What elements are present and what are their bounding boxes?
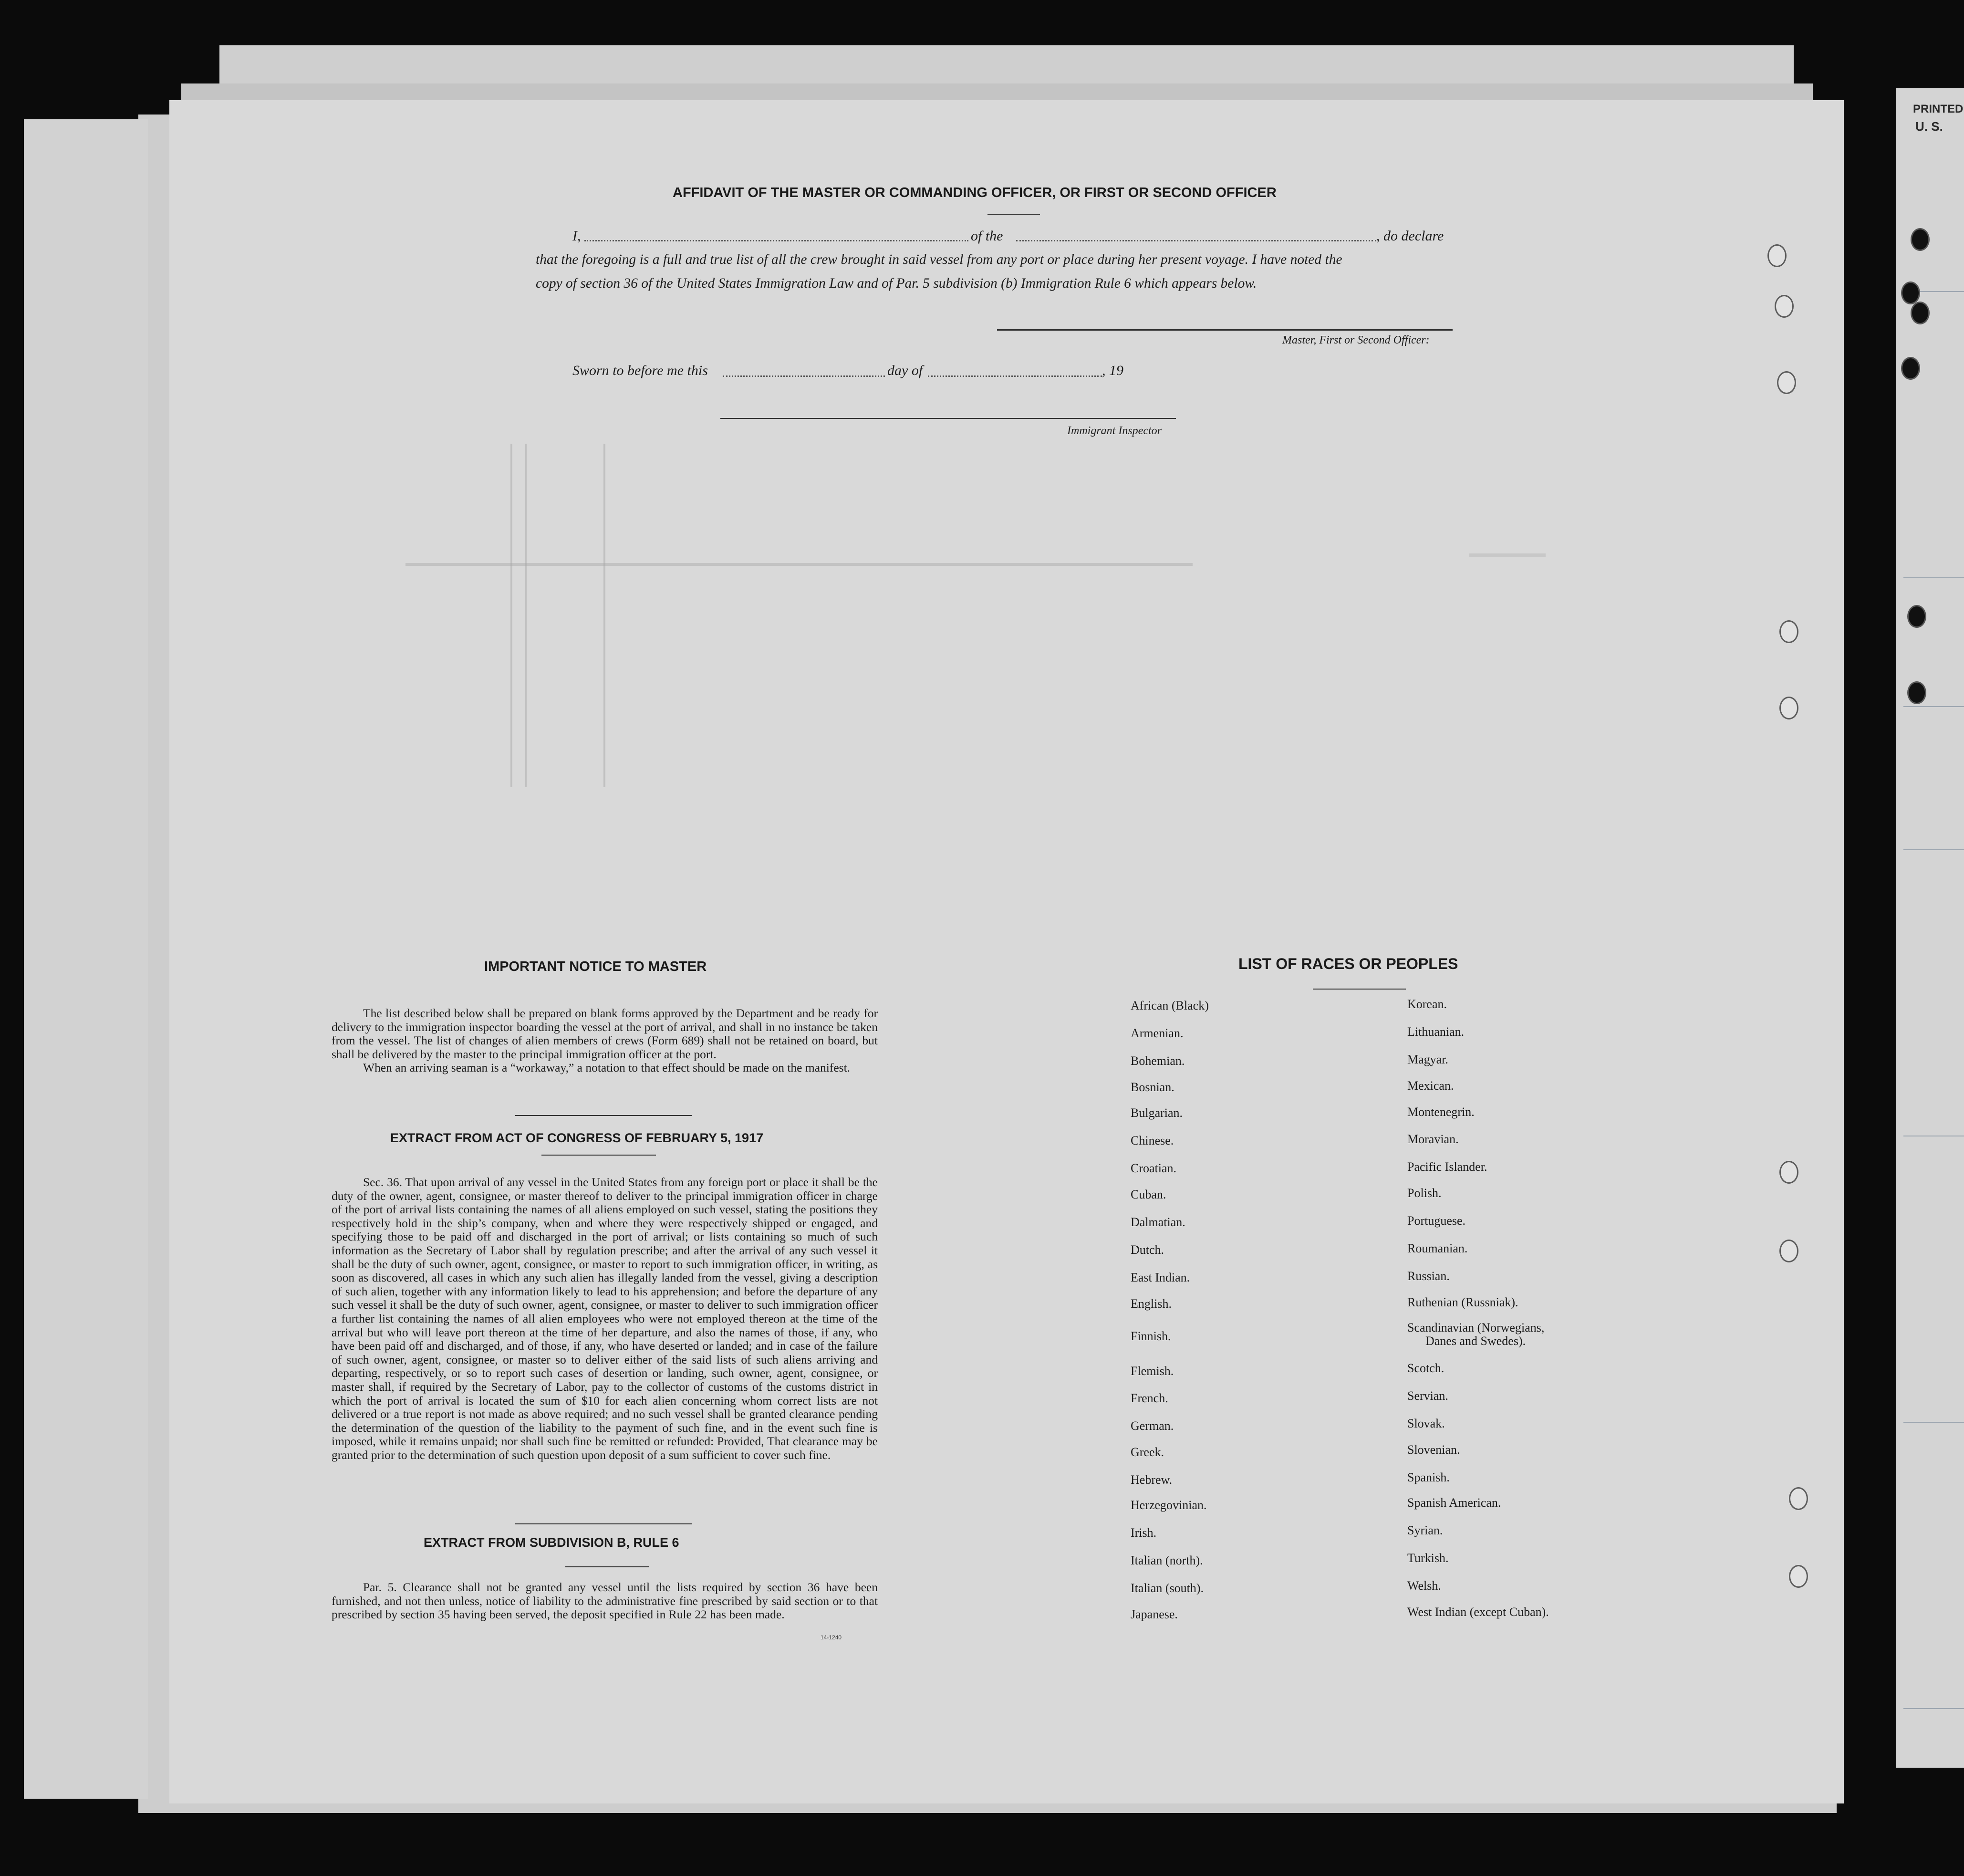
punch-hole (1779, 620, 1798, 643)
race-item: Roumanian. (1407, 1241, 1468, 1255)
punch-hole (1777, 371, 1796, 394)
punch-hole-dark (1907, 605, 1926, 628)
affidavit-of-the-label: of the (971, 228, 1003, 244)
ruled-line (1903, 849, 1964, 850)
race-item: Polish. (1407, 1186, 1442, 1200)
race-item: Dutch. (1131, 1243, 1164, 1257)
race-item: Montenegrin. (1407, 1105, 1475, 1119)
race-item: Korean. (1407, 997, 1447, 1011)
race-item: Bohemian. (1131, 1054, 1185, 1068)
punch-hole (1779, 1161, 1798, 1184)
show-through-mark (525, 444, 527, 787)
race-item: Magyar. (1407, 1053, 1448, 1066)
race-item: Scotch. (1407, 1361, 1444, 1375)
race-item: Finnish. (1131, 1329, 1171, 1343)
show-through-mark (603, 444, 605, 787)
race-item: Moravian. (1407, 1132, 1459, 1146)
margin-us-tag: U. S. (1915, 119, 1943, 134)
notice-text (332, 1007, 878, 1075)
race-item: Japanese. (1131, 1607, 1178, 1621)
race-item: Slovenian. (1407, 1443, 1460, 1457)
race-item: Mexican. (1407, 1079, 1454, 1093)
race-item: Croatian. (1131, 1161, 1177, 1175)
sworn-day-of: day of (887, 363, 923, 378)
ruled-line (1903, 706, 1964, 707)
show-through-mark (405, 563, 1193, 566)
race-item: Slovak. (1407, 1417, 1445, 1430)
notice-paragraph: The list described below shall be prepared on blank forms approved by the Department and be ready for delivery to the immigration inspector boarding the vessel at the port of arrival, and shall in no instance be taken from the vessel. The list of changes of alien members of crews (Form 689) shall not be retained on board, but shall be delivered by the master to the principal immigration officer at the port. (332, 1006, 878, 1061)
affidavit-i-label: I, (572, 228, 581, 244)
vessel-blank (1016, 240, 1376, 241)
race-item: Pacific Islander. (1407, 1160, 1487, 1174)
extract-rule-paragraph: Par. 5. Clearance shall not be granted any vessel until the lists required by section 36 have been furnished, and not then unless, notice of liability to the administrative fine prescribed by said section or to that prescribed by section 35 having been served, the deposit specified in Rule 22 has been made. (332, 1580, 878, 1622)
affidavit-title: AFFIDAVIT OF THE MASTER OR COMMANDING OFFICER, OR FIRST OR SECOND OFFICER (673, 185, 1277, 200)
race-item: Cuban. (1131, 1188, 1166, 1201)
race-item: Dalmatian. (1131, 1215, 1185, 1229)
ruled-line (1903, 1708, 1964, 1709)
race-item: German. (1131, 1419, 1174, 1433)
punch-hole (1789, 1487, 1808, 1510)
race-item: Lithuanian. (1407, 1025, 1465, 1039)
punch-hole-dark (1911, 228, 1930, 251)
extract-rule-title: EXTRACT FROM SUBDIVISION B, RULE 6 (424, 1535, 679, 1550)
race-item: Armenian. (1131, 1026, 1184, 1040)
races-title-rule (1313, 989, 1406, 990)
extract-rule-text (332, 1581, 878, 1622)
form-number: 14-1240 (821, 1634, 842, 1641)
inspector-signature-line (720, 418, 1176, 419)
notice-title: IMPORTANT NOTICE TO MASTER (484, 959, 707, 974)
section-divider (541, 1155, 656, 1156)
section-divider (515, 1523, 692, 1524)
margin-printed-tag: PRINTED (1913, 103, 1964, 115)
punch-hole (1789, 1565, 1808, 1588)
section-divider (515, 1115, 692, 1116)
name-blank (584, 240, 968, 241)
master-signature-line (997, 329, 1453, 331)
left-adjacent-sheet (24, 119, 148, 1799)
race-item: Syrian. (1407, 1523, 1443, 1537)
race-item: African (Black) (1131, 999, 1209, 1012)
punch-hole (1779, 1240, 1798, 1262)
race-item: Servian. (1407, 1389, 1448, 1403)
race-item: English. (1131, 1297, 1172, 1311)
affidavit-line-3: copy of section 36 of the United States Immigration Law and of Par. 5 subdivision (b) Immigration Rule 6 which appears below. (536, 276, 1257, 291)
extract-act-paragraph: Sec. 36. That upon arrival of any vessel in the United States from any foreign port or place it shall be the duty of the owner, agent, consignee, or master thereof to deliver to the principal immigration officer in charge of the port of arrival lists containing the names of all aliens employed on such vessel, stating the positions they respectively hold in the ship’s company, when and where they were respectively shipped or engaged, and specifying those to be paid off and discharged in the port of arrival; or lists containing so much of such information as the Secretary of Labor shall by regulation prescribe; and after the arrival of any such vessel it shall be the duty of such owner, agent, consignee, or master to report to such immigration officer, in writing, as soon as discovered, all cases in which any such alien has illegally landed from the vessel, giving a description of such alien, together with any information likely to lead to his apprehension; and before the departure of any such vessel it shall be the duty of such owner, agent, consignee, or master to deliver to such immigration officer a further list containing the names of all alien employees who were not employed thereon at the time of the arrival but who will leave port thereon at the time of her departure, and also the names of those, if any, who have been paid off and discharged, and of those, if any, who have deserted or landed; and in case of the failure of such owner, agent, consignee, or master so to deliver either of the said lists of such aliens arriving and departing, respectively, or so to report such cases of desertion or landing, such owner, agent, consignee, or master shall, if required by the Secretary of Labor, pay to the collector of customs of the customs district in which the port of arrival is located the sum of $10 for each alien concerning whom correct lists are not delivered or a true report is not made as above required; and no such vessel shall be granted clearance pending the determination of the question of the liability to the payment of such fine, and in the event such fine is imposed, while it remains unpaid; nor shall such fine be remitted or refunded: Provided, That clearance may be granted prior to the determination of such question upon deposit of a sum sufficient to cover such fine. (332, 1175, 878, 1462)
ruled-line (1903, 1422, 1964, 1423)
race-item: Danes and Swedes). (1425, 1334, 1526, 1348)
extract-act-text (332, 1176, 878, 1462)
punch-hole-dark (1911, 302, 1930, 324)
title-rule (987, 214, 1040, 215)
race-item: Chinese. (1131, 1134, 1174, 1147)
right-adjacent-sheet (1896, 88, 1964, 1768)
race-item: Italian (north). (1131, 1553, 1203, 1567)
races-title: LIST OF RACES OR PEOPLES (1238, 955, 1458, 972)
sworn-month-blank (928, 375, 1102, 377)
sworn-prefix: Sworn to before me this (572, 363, 708, 378)
master-signature-label: Master, First or Second Officer: (1282, 334, 1430, 346)
show-through-mark (510, 444, 512, 787)
race-item: Russian. (1407, 1269, 1450, 1283)
punch-hole (1779, 697, 1798, 719)
extract-act-title: EXTRACT FROM ACT OF CONGRESS OF FEBRUARY 5, 1917 (390, 1131, 764, 1145)
section-divider (565, 1566, 649, 1567)
race-item: Irish. (1131, 1526, 1157, 1540)
punch-hole-dark (1907, 681, 1926, 704)
race-item: Spanish. (1407, 1470, 1450, 1484)
race-item: Ruthenian (Russniak). (1407, 1295, 1518, 1309)
race-item: Hebrew. (1131, 1473, 1173, 1487)
affidavit-declare-label: , do declare (1376, 228, 1444, 244)
ruled-line (1903, 577, 1964, 578)
punch-hole (1767, 244, 1787, 267)
race-item: Italian (south). (1131, 1581, 1204, 1595)
race-item: Bosnian. (1131, 1080, 1174, 1094)
sworn-year: , 19 (1102, 363, 1123, 378)
race-item: Herzegovinian. (1131, 1498, 1207, 1512)
punch-hole-dark (1901, 281, 1920, 304)
punch-hole (1775, 295, 1794, 318)
inspector-label: Immigrant Inspector (1067, 425, 1162, 437)
race-item: French. (1131, 1391, 1168, 1405)
document-page (169, 100, 1844, 1803)
sworn-day-blank (723, 375, 885, 377)
race-item: Flemish. (1131, 1364, 1174, 1378)
race-item: Bulgarian. (1131, 1106, 1183, 1120)
race-item: East Indian. (1131, 1271, 1190, 1284)
affidavit-line-2: that the foregoing is a full and true list of all the crew brought in said vessel from any port or place during her present voyage. I have noted the (536, 252, 1342, 267)
show-through-mark (1469, 553, 1546, 557)
race-item: Portuguese. (1407, 1214, 1466, 1228)
race-item: Spanish American. (1407, 1496, 1501, 1510)
race-item: Welsh. (1407, 1579, 1441, 1593)
race-item: West Indian (except Cuban). (1407, 1605, 1549, 1619)
race-item: Greek. (1131, 1445, 1164, 1459)
race-item: Scandinavian (Norwegians, (1407, 1321, 1545, 1334)
race-item: Turkish. (1407, 1551, 1449, 1565)
notice-paragraph: When an arriving seaman is a “workaway,” a notation to that effect should be made on the manifest. (363, 1061, 851, 1075)
punch-hole-dark (1901, 357, 1920, 380)
